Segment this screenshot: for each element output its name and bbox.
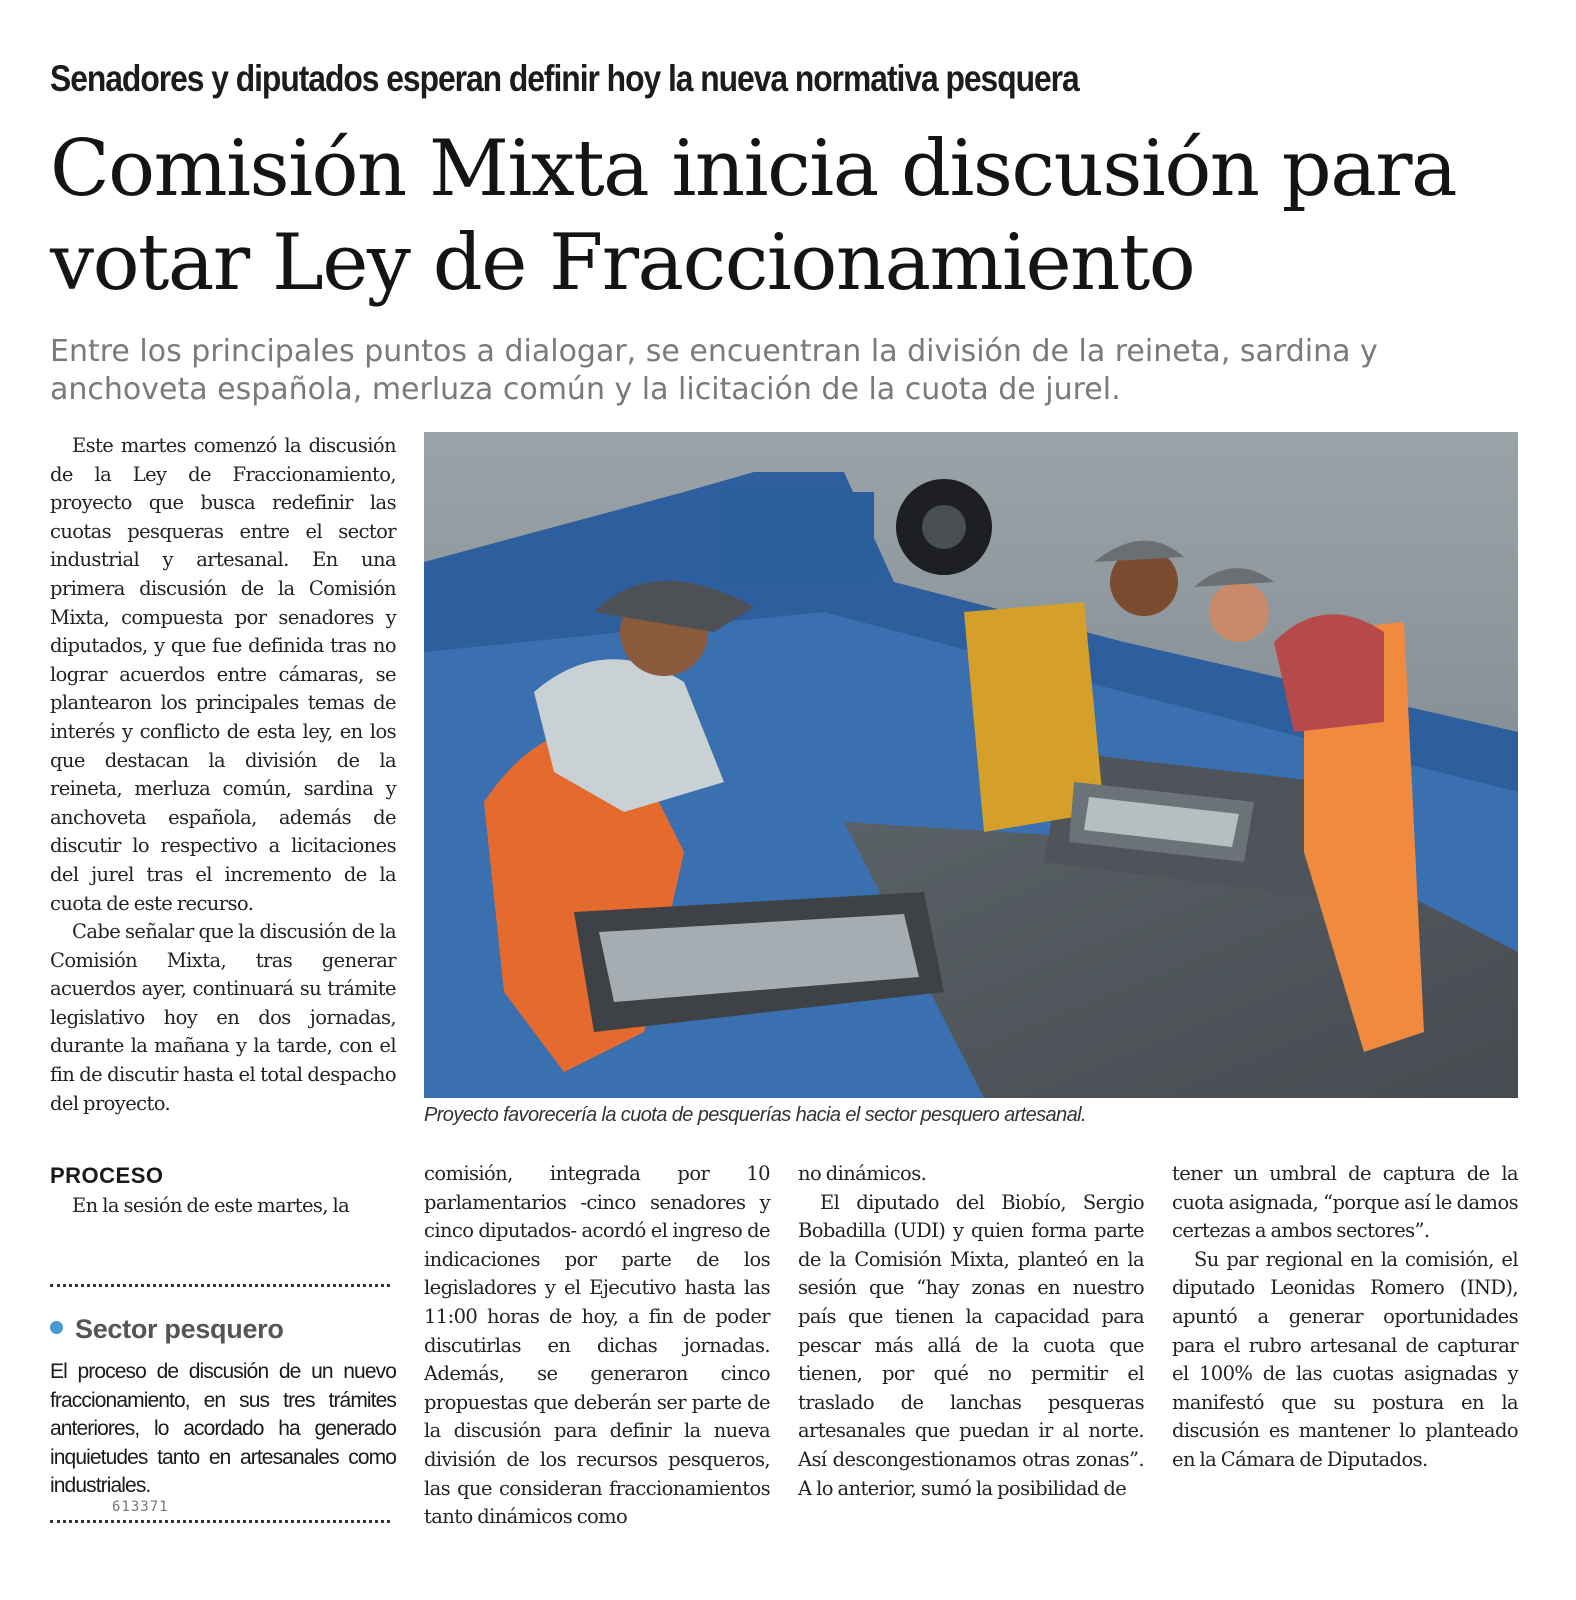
process-paragraph-2: comisión, integrada por 10 parlamentarios -cinco senadores y cinco diputados- acordó el ingreso de indicaciones por parte de los legisladores y el Ejecutivo hasta las 11:00 horas de hoy, a fin de poder discutirlas en dichas jornadas. Además, se generaron cinco propuestas que deberán ser parte de la discusión para definir la nueva división de los recursos pesqueros, las que consideran fraccionamientos tanto dinámicos como bbox=[424, 1162, 770, 1529]
bullet-icon bbox=[50, 1321, 63, 1334]
process-column-4 bbox=[1172, 1160, 1518, 1475]
box-top-divider bbox=[50, 1284, 390, 1287]
deck: Entre los principales puntos a dialogar, se encuentran la división de la reineta, sardina y anchoveta española, merluza común y la licitación de la cuota de jurel. bbox=[50, 334, 1378, 407]
photo bbox=[424, 432, 1518, 1098]
process-paragraph-1: En la sesión de este martes, la bbox=[72, 1194, 350, 1217]
process-paragraph-3: no dinámicos. bbox=[798, 1162, 927, 1185]
box-bottom-divider bbox=[50, 1520, 390, 1523]
sidebar-box-title bbox=[50, 1314, 284, 1345]
photo-caption: Proyecto favorecería la cuota de pesquerías hacia el sector pesquero artesanal. bbox=[424, 1104, 1086, 1126]
headline: Comisión Mixta inicia discusión para votar Ley de Fraccionamiento bbox=[50, 124, 1457, 308]
intro-column bbox=[50, 432, 396, 1118]
intro-paragraph-2: Cabe señalar que la discusión de la Comisión Mixta, tras generar acuerdos ayer, continuará su trámite legislativo hoy en dos jornadas, durante la mañana y la tarde, con el fin de discutir hasta el total despacho del proyecto. bbox=[50, 920, 396, 1115]
section-heading: PROCESO bbox=[50, 1163, 164, 1188]
sidebar-box-title-text: Sector pesquero bbox=[75, 1314, 284, 1344]
intro-paragraph-1: Este martes comenzó la discusión de la Ley de Fraccionamiento, proyecto que busca redefinir las cuotas pesqueras entre el sector industrial y artesanal. En una primera discusión de la Comisión Mixta, compuesta por senadores y diputados, y que fue definida tras no lograr acuerdos entre cámaras, se plantearon los principales temas de interés y conflicto de esta ley, en los que destacan la división de la reineta, merluza común, sardina y anchoveta española, además de discutir lo respectivo a licitaciones del jurel tras el incremento de la cuota de este recurso. bbox=[50, 434, 396, 915]
process-column-2 bbox=[424, 1160, 770, 1532]
process-paragraph-4: El diputado del Biobío, Sergio Bobadilla (UDI) y quien forma parte de la Comisión Mixta, planteó en la sesión que “hay zonas en nuestro país que tienen la capacidad para pescar más allá de la cuota que tienen, por qué no permitir el traslado de lanchas pesqueras artesanales que puedan ir al norte. Así descongestionamos otras zonas”. A lo anterior, sumó la posibilidad de bbox=[798, 1190, 1144, 1500]
kicker: Senadores y diputados esperan definir hoy la nueva normativa pesquera bbox=[50, 58, 1079, 99]
process-paragraph-5: tener un umbral de captura de la cuota asignada, “porque así le damos certezas a ambos sectores”. bbox=[1172, 1162, 1518, 1243]
sidebar-box-text: El proceso de discusión de un nuevo fraccionamiento, en sus tres trámites anteriores, lo acordado ha generado inquietudes tanto en artesanales como industriales. bbox=[50, 1360, 396, 1497]
process-column-1 bbox=[50, 1192, 396, 1221]
archive-code: 613371 bbox=[112, 1499, 169, 1515]
process-paragraph-6: Su par regional en la comisión, el diputado Leonidas Romero (IND), apuntó a generar oportunidades para el rubro artesanal de capturar el 100% de las cuotas asignadas y manifestó que su postura en la discusión es mantener lo planteado en la Cámara de Diputados. bbox=[1172, 1247, 1518, 1471]
process-column-3 bbox=[798, 1160, 1144, 1503]
